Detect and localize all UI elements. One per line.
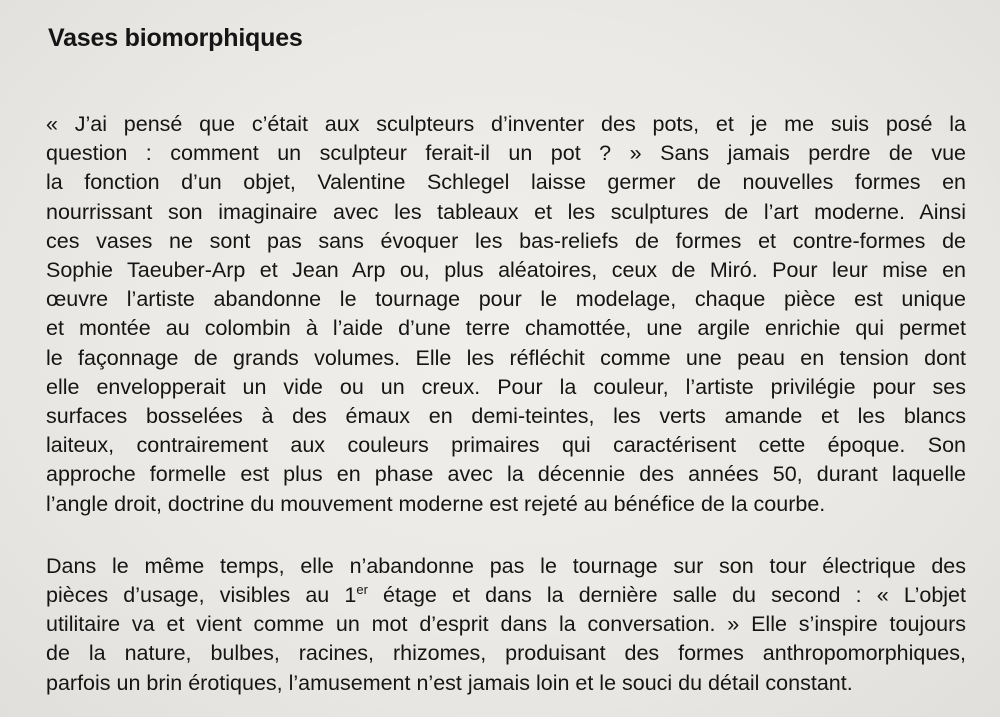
text-line: de la nature, bulbes, racines, rhizomes, produisant des formes anthropomorphiques, [46,641,966,666]
ordinal-superscript: er [356,582,368,598]
text-line-with-superscript [46,581,966,610]
text-line: elle envelopperait un vide ou un creux. Pour la couleur, l’artiste privilégie pour ses [46,374,966,399]
text-line: le façonnage de grands volumes. Elle les réfléchit comme une peau en tension dont [46,345,966,370]
label-title: Vases biomorphiques [48,24,303,52]
text-line: et montée au colombin à l’aide d’une terre chamottée, une argile enrichie qui permet [46,316,966,341]
text-line: laiteux, contrairement aux couleurs primaires qui caractérisent cette époque. Son [46,433,966,458]
text-line: question : comment un sculpteur ferait-il un pot ? » Sans jamais perdre de vue [46,141,966,166]
text-line: œuvre l’artiste abandonne le tournage pour le modelage, chaque pièce est unique [46,287,966,312]
text-line: approche formelle est plus en phase avec la décennie des années 50, durant laquelle [46,462,966,487]
text-line: nourrissant son imaginaire avec les tableaux et les sculptures de l’art moderne. Ainsi [46,199,966,224]
text-line: utilitaire va et vient comme un mot d’esprit dans la conversation. » Elle s’inspire toujours [46,612,966,637]
label-body [46,110,966,698]
text-line: la fonction d’un objet, Valentine Schlegel laisse germer de nouvelles formes en [46,170,966,195]
text-line: surfaces bosselées à des émaux en demi-teintes, les verts amande et les blancs [46,404,966,429]
text-line: ces vases ne sont pas sans évoquer les bas-reliefs de formes et contre-formes de [46,228,966,253]
text-fragment: étage et dans la dernière salle du second : « L’objet [367,583,966,608]
text-line: l’angle droit, doctrine du mouvement moderne est rejeté au bénéfice de la courbe. [46,491,826,516]
text-line: parfois un brin érotiques, l’amusement n’est jamais loin et le souci du détail constant. [46,670,853,695]
paragraph-2 [46,552,966,698]
paragraph-1 [46,110,966,519]
text-line: Sophie Taeuber-Arp et Jean Arp ou, plus aléatoires, ceux de Miró. Pour leur mise en [46,258,966,283]
text-fragment: pièces d’usage, visibles au 1 [46,583,357,608]
text-line: Dans le même temps, elle n’abandonne pas le tournage sur son tour électrique des [46,553,966,578]
text-line: « J’ai pensé que c’était aux sculpteurs d’inventer des pots, et je me suis posé la [46,112,966,136]
